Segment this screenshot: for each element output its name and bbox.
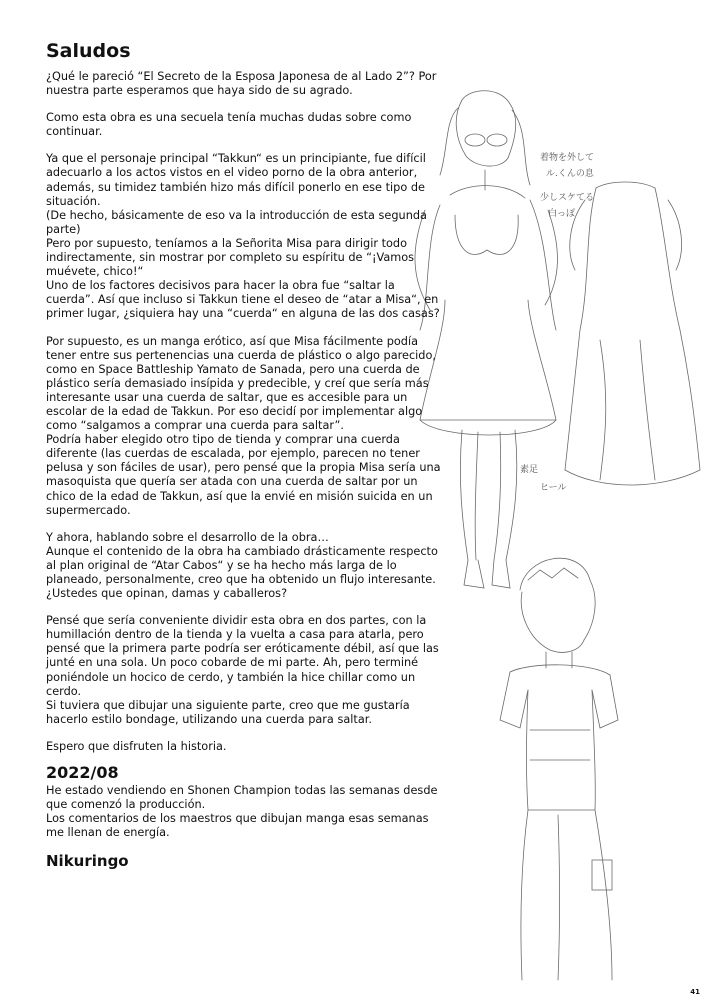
- page-title: Saludos: [46, 40, 131, 62]
- date-paragraph: He estado vendiendo en Shonen Champion todas las semanas desde que comenzó la producción. Los comentarios de los maestros que dibujan manga esas semanas me llenan de energía.: [46, 784, 438, 840]
- signature: Nikuringo: [46, 852, 129, 871]
- sketch-note: 少しスケてる: [540, 193, 595, 203]
- paragraph: Espero que disfruten la historia.: [46, 739, 227, 753]
- paragraph: Como esta obra es una secuela tenía muchas dudas sobre como continuar.: [46, 111, 412, 139]
- dress-sketch: [565, 182, 700, 485]
- sketch-note: ル.くんの息: [546, 169, 594, 179]
- sketch-note: ヒール: [540, 483, 567, 493]
- sketch-note: 着物を外して: [540, 153, 595, 163]
- afterword-text: [46, 40, 446, 870]
- sketch-note: 白っぽ: [548, 209, 576, 219]
- paragraph: Por supuesto, es un manga erótico, así que Misa fácilmente podía tener entre sus pertenencias una cuerda de plástico o algo parecido, como en Space Battleship Yamato de Sanada, pero una cuerda de plástico sería demasiado insípida y predecible, y creí que sería más interesante usar una cuerda de saltar, que es accesible para un escolar de la edad de Takkun. Por eso decidí por implementar algo como “salgamos a comprar una cuerda para saltar”. Podría haber elegido otro tipo de tienda y comprar una cuerda diferente (las cuerdas de escalada, por ejemplo, parecen no tener pelusa y son fáciles de usar), pero pensé que la propia Misa sería una masoquista que quería ser atada con una cuerda de saltar por un chico de la edad de Takkun, así que la envié en misión suicida en un supermercado.: [46, 334, 441, 517]
- sketch-note: 素足: [520, 465, 539, 475]
- page-number: 41: [690, 988, 700, 996]
- boy-sketch: [500, 558, 618, 980]
- date-heading: 2022/08: [46, 763, 119, 783]
- paragraph: Pensé que sería conveniente dividir esta obra en dos partes, con la humillación dentro de la tienda y la vuelta a casa para atarla, pero pensé que la primera parte podría ser eróticamente débil, así que las junté en una sola. Un poco cobarde de mi parte. Ah, pero terminé poniéndole un hocico de cerdo, y también la hice chillar como un cerdo. Si tuviera que dibujar una siguiente parte, creo que me gustaría hacerlo estilo bondage, utilizando una cuerda para saltar.: [46, 614, 439, 726]
- paragraph: Y ahora, hablando sobre el desarrollo de la obra… Aunque el contenido de la obra ha cambiado drásticamente respecto al plan original de “Atar Cabos“ y se ha hecho más larga de lo planeado, personalmente, creo que ha obtenido un flujo interesante. ¿Ustedes que opinan, damas y caballeros?: [46, 530, 438, 601]
- paragraph: ¿Qué le pareció “El Secreto de la Esposa Japonesa de al Lado 2”? Por nuestra parte esperamos que haya sido de su agrado.: [46, 70, 437, 98]
- paragraph: Ya que el personaje principal “Takkun“ es un principiante, fue difícil adecuarlo a los actos vistos en el video porno de la obra anterior, además, su timidez también hizo más difícil ponerlo en ese tipo de situación. (De hecho, básicamente de eso va la introducción de esta segunda parte) Pero por supuesto, teníamos a la Señorita Misa para dirigir todo indirectamente, sin mostrar por completo su espíritu de “¡Vamos muévete, chico!“ Uno de los factores decisivos para hacer la obra fue “saltar la cuerda”. Así que incluso si Takkun tiene el deseo de “atar a Misa“, en primer lugar, ¿siquiera hay una “cuerda“ en alguna de las dos casas?: [46, 152, 440, 321]
